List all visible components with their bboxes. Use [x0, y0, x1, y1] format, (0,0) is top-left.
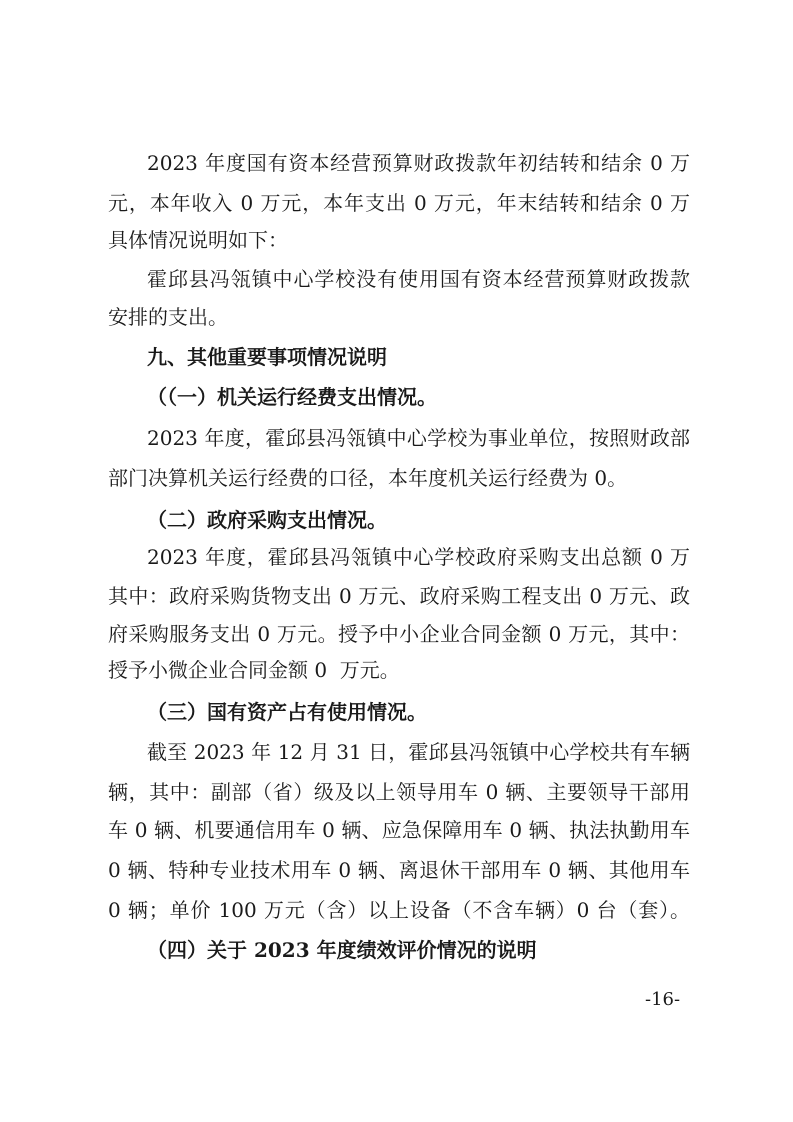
- text-line: 2023 年度，霍邱县冯瓴镇中心学校为事业单位，按照财政部: [147, 426, 690, 450]
- subsection-heading: （四）关于 2023 年度绩效评价情况的说明: [147, 938, 537, 962]
- section-heading: 九、其他重要事项情况说明: [147, 345, 387, 369]
- text-line: 2023 年度国有资本经营预算财政拨款年初结转和结余 0 万: [147, 151, 690, 175]
- subsection-heading: （（一）机关运行经费支出情况。: [147, 385, 437, 409]
- text-line: 府采购服务支出 0 万元。授予中小企业合同金额 0 万元，其中：: [108, 622, 690, 646]
- text-line: 2023 年度，霍邱县冯瓴镇中心学校政府采购支出总额 0 万: [147, 545, 690, 569]
- text-line: 安排的支出。: [108, 305, 228, 329]
- text-line: 0 辆；单价 100 万元（含）以上设备（不含车辆）0 台（套）。: [108, 898, 690, 922]
- text-line: 截至 2023 年 12 月 31 日，霍邱县冯瓴镇中心学校共有车辆: [147, 740, 690, 764]
- text-line: 授予小微企业合同金额 0 万元。: [108, 658, 400, 682]
- text-line: 辆，其中：副部（省）级及以上领导用车 0 辆、主要领导干部用: [108, 780, 690, 804]
- text-line: 0 辆、特种专业技术用车 0 辆、离退休干部用车 0 辆、其他用车: [108, 858, 690, 882]
- subsection-heading: （二）政府采购支出情况。: [147, 508, 387, 532]
- text-line: 霍邱县冯瓴镇中心学校没有使用国有资本经营预算财政拨款: [147, 267, 690, 291]
- text-line: 车 0 辆、机要通信用车 0 辆、应急保障用车 0 辆、执法执勤用车: [108, 818, 690, 842]
- text-line: 部门决算机关运行经费的口径，本年度机关运行经费为 0。: [108, 466, 628, 490]
- text-line: 其中：政府采购货物支出 0 万元、政府采购工程支出 0 万元、政: [108, 584, 690, 608]
- subsection-heading: （三）国有资产占有使用情况。: [147, 700, 427, 724]
- page-number: -16-: [645, 989, 681, 1010]
- text-line: 元，本年收入 0 万元，本年支出 0 万元，年末结转和结余 0 万: [108, 191, 690, 215]
- text-line: 具体情况说明如下：: [108, 228, 288, 252]
